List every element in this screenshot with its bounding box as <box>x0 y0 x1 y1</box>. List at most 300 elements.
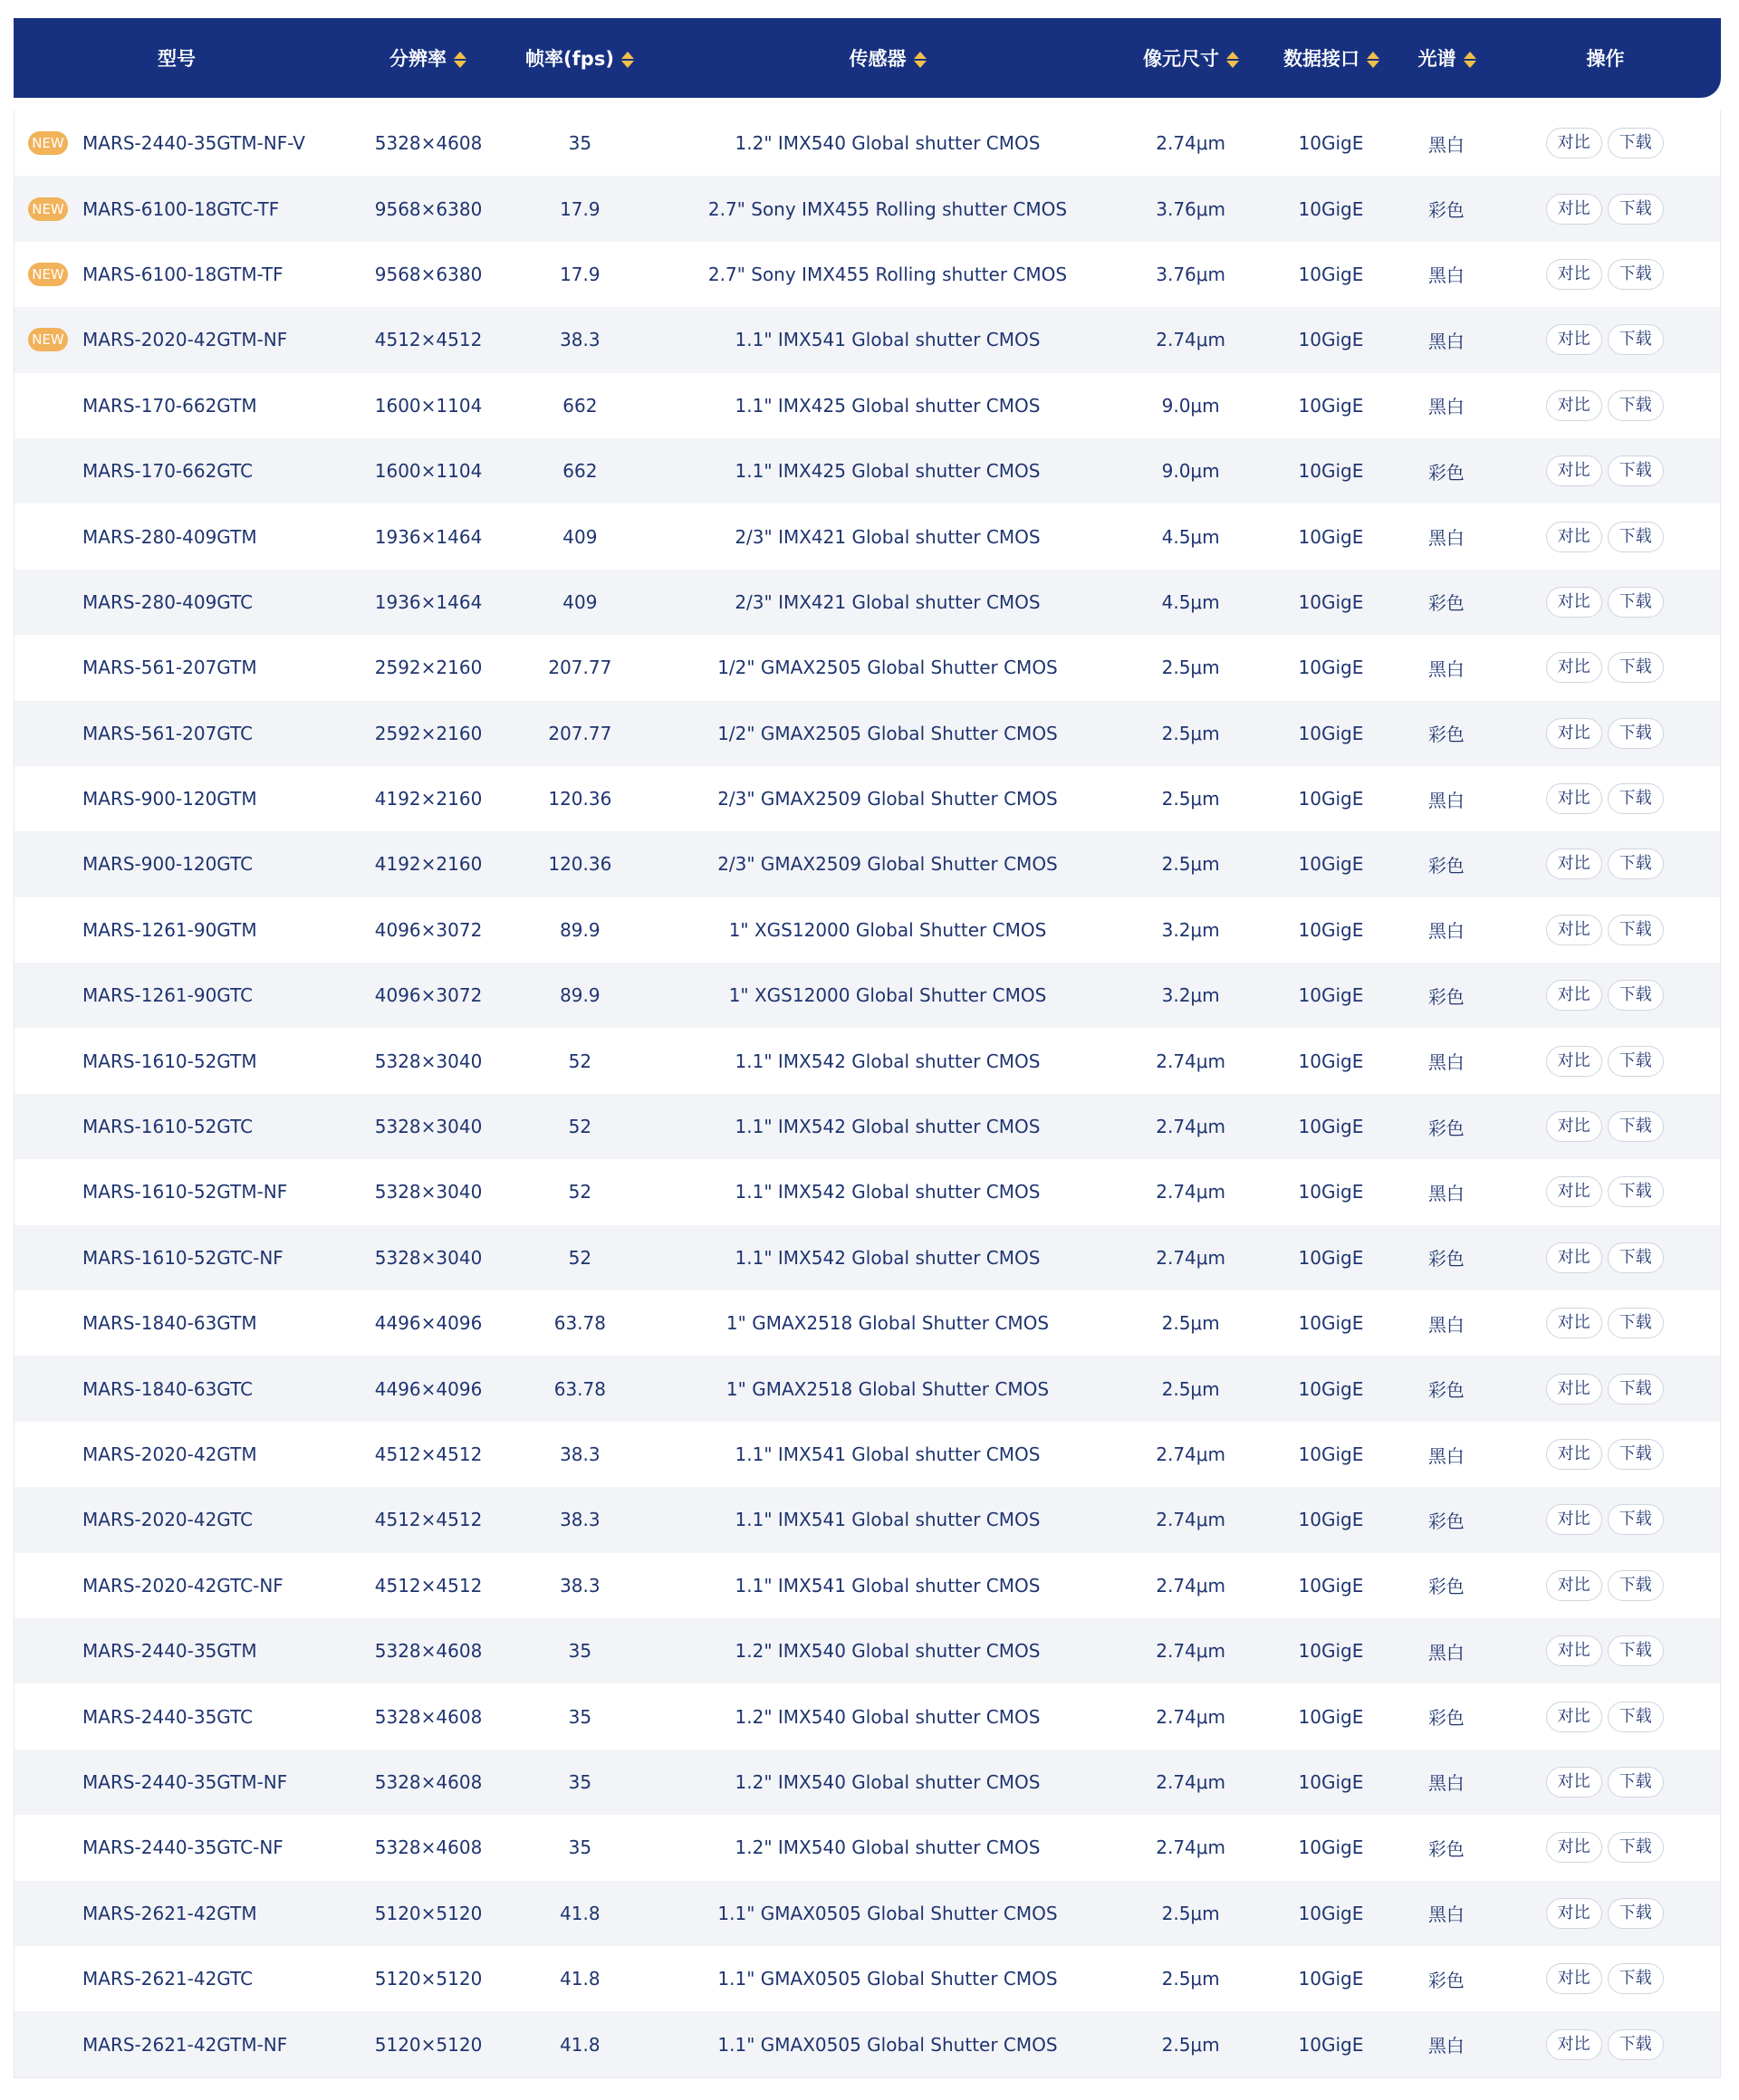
spectrum-cell: 彩色 <box>1427 1248 1465 1271</box>
interface-cell: 10GigE <box>1298 1770 1364 1793</box>
pixel-size-cell: 2.74μm <box>1156 1181 1225 1203</box>
model-name[interactable]: MARS-2440-35GTC-NF <box>82 1836 283 1859</box>
model-name[interactable]: MARS-900-120GTM <box>82 788 257 810</box>
interface-cell: 10GigE <box>1298 394 1364 417</box>
interface-cell: 10GigE <box>1298 788 1364 810</box>
header-interface-label: 数据接口 <box>1283 48 1359 70</box>
resolution-cell: 4096×3072 <box>374 984 483 1007</box>
interface-cell: 10GigE <box>1298 197 1364 220</box>
download-button[interactable]: 下载 <box>1608 1242 1664 1273</box>
model-cell[interactable] <box>14 131 350 155</box>
download-button[interactable]: 下载 <box>1608 1702 1664 1732</box>
table-row <box>14 1290 1720 1356</box>
interface-cell: 10GigE <box>1298 1968 1364 1990</box>
compare-button[interactable]: 对比 <box>1546 1963 1602 1994</box>
model-cell[interactable] <box>14 1706 350 1728</box>
interface-cell: 10GigE <box>1298 1705 1364 1728</box>
model-name[interactable]: MARS-1261-90GTM <box>82 918 257 941</box>
header-ops-label: 操作 <box>1586 48 1625 70</box>
table-row <box>14 1618 1720 1683</box>
model-name[interactable]: MARS-280-409GTC <box>82 590 254 613</box>
spectrum-cell: 彩色 <box>1427 1837 1465 1860</box>
spectrum-cell: 彩色 <box>1427 985 1465 1008</box>
model-cell[interactable] <box>14 328 350 351</box>
model-name[interactable]: MARS-561-207GTM <box>82 657 257 679</box>
spectrum-cell: 彩色 <box>1427 1379 1465 1402</box>
header-model-label: 型号 <box>158 48 196 70</box>
pixel-size-cell: 4.5μm <box>1161 590 1220 613</box>
ops-cell <box>1489 1832 1720 1863</box>
pixel-size-cell: 2.74μm <box>1156 1509 1225 1531</box>
fps-cell: 120.36 <box>548 788 612 810</box>
model-name[interactable]: MARS-2440-35GTC <box>82 1705 254 1728</box>
resolution-cell: 1936×1464 <box>374 525 483 548</box>
resolution-cell: 1600×1104 <box>374 460 483 483</box>
model-cell[interactable] <box>14 1116 350 1137</box>
sensor-cell: 1" XGS12000 Global Shutter CMOS <box>728 918 1047 941</box>
download-button[interactable]: 下载 <box>1608 1898 1664 1929</box>
fps-cell: 41.8 <box>560 2033 600 2056</box>
spectrum-cell: 彩色 <box>1427 1510 1465 1532</box>
pixel-size-cell: 9.0μm <box>1161 460 1220 483</box>
download-button[interactable]: 下载 <box>1608 1832 1664 1863</box>
ops-cell <box>1489 915 1720 945</box>
model-name[interactable]: MARS-1610-52GTC <box>82 1116 254 1138</box>
interface-cell: 10GigE <box>1298 918 1364 941</box>
model-cell[interactable] <box>14 984 350 1006</box>
model-cell[interactable] <box>14 723 350 744</box>
compare-button[interactable]: 对比 <box>1546 1308 1602 1338</box>
sort-icon[interactable] <box>1367 51 1379 69</box>
interface-cell: 10GigE <box>1298 1836 1364 1859</box>
pixel-size-cell: 2.74μm <box>1156 329 1225 351</box>
pixel-size-cell: 2.74μm <box>1156 1574 1225 1597</box>
ops-cell <box>1489 128 1720 158</box>
ops-cell <box>1489 1046 1720 1077</box>
ops-cell <box>1489 194 1720 225</box>
pixel-size-cell: 2.5μm <box>1161 788 1220 810</box>
header-resolution[interactable] <box>349 44 507 72</box>
table-row <box>14 1225 1720 1290</box>
ops-cell <box>1489 324 1720 355</box>
table-row <box>14 1553 1720 1618</box>
sort-icon[interactable] <box>1226 51 1239 69</box>
download-button[interactable]: 下载 <box>1608 915 1664 945</box>
pixel-size-cell: 2.74μm <box>1156 1116 1225 1138</box>
sensor-cell: 1.1" IMX541 Global shutter CMOS <box>735 1443 1041 1465</box>
interface-cell: 10GigE <box>1298 657 1364 679</box>
sensor-cell: 2.7" Sony IMX455 Rolling shutter CMOS <box>707 197 1068 220</box>
sensor-cell: 1/2" GMAX2505 Global Shutter CMOS <box>717 657 1058 679</box>
compare-button[interactable]: 对比 <box>1546 1439 1602 1470</box>
model-name[interactable]: MARS-170-662GTM <box>82 394 257 417</box>
compare-button[interactable]: 对比 <box>1546 522 1602 552</box>
table-row <box>14 831 1720 897</box>
interface-cell: 10GigE <box>1298 1377 1364 1400</box>
model-cell[interactable] <box>14 1312 350 1334</box>
sensor-cell: 1.1" IMX542 Global shutter CMOS <box>735 1116 1041 1138</box>
model-name[interactable]: MARS-6100-18GTC-TF <box>82 197 280 220</box>
download-button[interactable]: 下载 <box>1608 1176 1664 1207</box>
model-cell[interactable] <box>14 1968 350 1990</box>
sensor-cell: 2/3" GMAX2509 Global Shutter CMOS <box>717 853 1058 876</box>
sensor-cell: 1.2" IMX540 Global shutter CMOS <box>735 1640 1041 1663</box>
fps-cell: 38.3 <box>560 329 600 351</box>
model-cell[interactable] <box>14 1378 350 1400</box>
download-button[interactable]: 下载 <box>1608 849 1664 879</box>
header-spectrum-label: 光谱 <box>1417 48 1456 70</box>
fps-cell: 89.9 <box>560 984 600 1007</box>
resolution-cell: 5120×5120 <box>374 1968 483 1990</box>
sort-icon[interactable] <box>454 51 466 69</box>
compare-button[interactable]: 对比 <box>1546 1176 1602 1207</box>
spectrum-cell: 黑白 <box>1427 1903 1465 1926</box>
resolution-cell: 4496×4096 <box>374 1312 483 1335</box>
model-cell[interactable] <box>14 1443 350 1465</box>
compare-button[interactable]: 对比 <box>1546 1374 1602 1405</box>
model-cell[interactable] <box>14 591 350 613</box>
compare-button[interactable]: 对比 <box>1546 1767 1602 1798</box>
spectrum-cell: 黑白 <box>1427 1051 1465 1074</box>
resolution-cell: 2592×2160 <box>374 657 483 679</box>
compare-button[interactable]: 对比 <box>1546 2029 1602 2060</box>
download-button[interactable]: 下载 <box>1608 522 1664 552</box>
model-cell[interactable] <box>14 1575 350 1597</box>
table-row <box>14 110 1720 176</box>
sensor-cell: 1.2" IMX540 Global shutter CMOS <box>735 1705 1041 1728</box>
model-name[interactable]: MARS-170-662GTC <box>82 460 254 483</box>
fps-cell: 35 <box>568 1705 592 1728</box>
sensor-cell: 1.1" GMAX0505 Global Shutter CMOS <box>717 1902 1058 1924</box>
ops-cell <box>1489 1176 1720 1207</box>
compare-button[interactable]: 对比 <box>1546 390 1602 421</box>
model-cell[interactable] <box>14 1509 350 1530</box>
pixel-size-cell: 2.74μm <box>1156 1443 1225 1465</box>
sensor-cell: 1.1" GMAX0505 Global Shutter CMOS <box>717 1968 1058 1990</box>
compare-button[interactable]: 对比 <box>1546 324 1602 355</box>
download-button[interactable]: 下载 <box>1608 128 1664 158</box>
fps-cell: 35 <box>568 1836 592 1859</box>
compare-button[interactable]: 对比 <box>1546 718 1602 749</box>
spectrum-cell: 彩色 <box>1427 199 1465 222</box>
sensor-cell: 1.1" IMX542 Global shutter CMOS <box>735 1246 1041 1269</box>
model-cell[interactable] <box>14 1903 350 1924</box>
sensor-cell: 1.1" IMX425 Global shutter CMOS <box>735 460 1041 483</box>
model-name[interactable]: MARS-280-409GTM <box>82 525 257 548</box>
model-cell[interactable] <box>14 788 350 810</box>
resolution-cell: 5328×4608 <box>374 1640 483 1663</box>
download-button[interactable]: 下载 <box>1608 259 1664 290</box>
spectrum-cell: 黑白 <box>1427 1444 1465 1467</box>
download-button[interactable]: 下载 <box>1608 390 1664 421</box>
model-cell[interactable] <box>14 1771 350 1793</box>
header-interface[interactable] <box>1259 44 1404 72</box>
interface-cell: 10GigE <box>1298 263 1364 285</box>
download-button[interactable]: 下载 <box>1608 1767 1664 1798</box>
model-name[interactable]: MARS-1610-52GTC-NF <box>82 1246 283 1269</box>
fps-cell: 662 <box>562 394 598 417</box>
table-row <box>14 1487 1720 1552</box>
sensor-cell: 1.1" IMX425 Global shutter CMOS <box>735 394 1041 417</box>
resolution-cell: 4512×4512 <box>374 1574 483 1597</box>
compare-button[interactable]: 对比 <box>1546 980 1602 1011</box>
download-button[interactable]: 下载 <box>1608 1963 1664 1994</box>
sensor-cell: 1.1" IMX541 Global shutter CMOS <box>735 1574 1041 1597</box>
resolution-cell: 4096×3072 <box>374 918 483 941</box>
sort-icon[interactable] <box>914 51 927 69</box>
download-button[interactable]: 下载 <box>1608 194 1664 225</box>
download-button[interactable]: 下载 <box>1608 1635 1664 1666</box>
model-name[interactable]: MARS-1261-90GTC <box>82 984 254 1007</box>
model-name[interactable]: MARS-2621-42GTC <box>82 1968 254 1990</box>
sensor-cell: 1" GMAX2518 Global Shutter CMOS <box>725 1312 1050 1335</box>
ops-cell <box>1489 1308 1720 1338</box>
download-button[interactable]: 下载 <box>1608 1439 1664 1470</box>
interface-cell: 10GigE <box>1298 1640 1364 1663</box>
fps-cell: 52 <box>568 1116 592 1138</box>
resolution-cell: 4512×4512 <box>374 1443 483 1465</box>
table-row <box>14 373 1720 438</box>
sort-icon[interactable] <box>1464 51 1476 69</box>
resolution-cell: 5328×4608 <box>374 1836 483 1859</box>
fps-cell: 38.3 <box>560 1574 600 1597</box>
header-sensor[interactable] <box>652 44 1123 72</box>
interface-cell: 10GigE <box>1298 1116 1364 1138</box>
compare-button[interactable]: 对比 <box>1546 1046 1602 1077</box>
resolution-cell: 5328×3040 <box>374 1050 483 1072</box>
header-fps-label: 帧率(fps) <box>525 48 614 70</box>
model-cell[interactable] <box>14 460 350 482</box>
spectrum-cell: 黑白 <box>1427 1772 1465 1795</box>
table-row <box>14 1946 1720 2011</box>
model-cell[interactable] <box>14 853 350 875</box>
table-row <box>14 1094 1720 1159</box>
spectrum-cell: 黑白 <box>1427 2035 1465 2057</box>
interface-cell: 10GigE <box>1298 1246 1364 1269</box>
model-cell[interactable] <box>14 197 350 221</box>
spectrum-cell: 黑白 <box>1427 789 1465 811</box>
sensor-cell: 1.1" IMX542 Global shutter CMOS <box>735 1050 1041 1072</box>
ops-cell <box>1489 1898 1720 1929</box>
model-name[interactable]: MARS-1610-52GTM <box>82 1050 257 1072</box>
model-cell[interactable] <box>14 1247 350 1269</box>
table-row <box>14 1683 1720 1749</box>
table-row <box>14 503 1720 569</box>
resolution-cell: 9568×6380 <box>374 197 483 220</box>
download-button[interactable]: 下载 <box>1608 1111 1664 1142</box>
ops-cell <box>1489 849 1720 879</box>
pixel-size-cell: 2.74μm <box>1156 132 1225 155</box>
sensor-cell: 1.2" IMX540 Global shutter CMOS <box>735 1836 1041 1859</box>
model-name[interactable]: MARS-6100-18GTM-TF <box>82 263 283 285</box>
model-cell[interactable] <box>14 1181 350 1203</box>
model-name[interactable]: MARS-1610-52GTM-NF <box>82 1181 288 1203</box>
ops-cell <box>1489 1504 1720 1535</box>
header-pixel[interactable] <box>1123 44 1259 72</box>
fps-cell: 662 <box>562 460 598 483</box>
sensor-cell: 1.2" IMX540 Global shutter CMOS <box>735 1770 1041 1793</box>
sort-icon[interactable] <box>621 51 634 69</box>
ops-cell <box>1489 1111 1720 1142</box>
header-spectrum[interactable] <box>1404 44 1490 72</box>
table-row <box>14 1815 1720 1880</box>
ops-cell <box>1489 783 1720 814</box>
pixel-size-cell: 2.74μm <box>1156 1050 1225 1072</box>
compare-button[interactable]: 对比 <box>1546 915 1602 945</box>
compare-button[interactable]: 对比 <box>1546 194 1602 225</box>
ops-cell <box>1489 1570 1720 1601</box>
fps-cell: 207.77 <box>548 722 612 744</box>
interface-cell: 10GigE <box>1298 722 1364 744</box>
fps-cell: 38.3 <box>560 1443 600 1465</box>
pixel-size-cell: 2.5μm <box>1161 1968 1220 1990</box>
compare-button[interactable]: 对比 <box>1546 1635 1602 1666</box>
table-row <box>14 242 1720 307</box>
model-cell[interactable] <box>14 919 350 941</box>
download-button[interactable]: 下载 <box>1608 718 1664 749</box>
pixel-size-cell: 2.5μm <box>1161 1902 1220 1924</box>
interface-cell: 10GigE <box>1298 525 1364 548</box>
pixel-size-cell: 2.5μm <box>1161 657 1220 679</box>
ops-cell <box>1489 652 1720 683</box>
model-name[interactable]: MARS-2621-42GTM <box>82 1902 257 1924</box>
model-name[interactable]: MARS-900-120GTC <box>82 853 254 876</box>
compare-button[interactable]: 对比 <box>1546 849 1602 879</box>
download-button[interactable]: 下载 <box>1608 1570 1664 1601</box>
fps-cell: 63.78 <box>553 1377 606 1400</box>
pixel-size-cell: 2.74μm <box>1156 1640 1225 1663</box>
table-row <box>14 307 1720 372</box>
spectrum-cell: 彩色 <box>1427 1707 1465 1730</box>
model-name[interactable]: MARS-561-207GTC <box>82 722 254 744</box>
ops-cell <box>1489 980 1720 1011</box>
compare-button[interactable]: 对比 <box>1546 1832 1602 1863</box>
resolution-cell: 4192×2160 <box>374 788 483 810</box>
sensor-cell: 1/2" GMAX2505 Global Shutter CMOS <box>717 722 1058 744</box>
model-name[interactable]: MARS-2440-35GTM-NF <box>82 1770 288 1793</box>
interface-cell: 10GigE <box>1298 1509 1364 1531</box>
pixel-size-cell: 4.5μm <box>1161 525 1220 548</box>
fps-cell: 17.9 <box>560 263 600 285</box>
header-ops <box>1490 44 1721 72</box>
sensor-cell: 1.1" GMAX0505 Global Shutter CMOS <box>717 2033 1058 2056</box>
table-header <box>14 18 1721 98</box>
resolution-cell: 5328×4608 <box>374 1705 483 1728</box>
download-button[interactable]: 下载 <box>1608 2029 1664 2060</box>
compare-button[interactable]: 对比 <box>1546 1898 1602 1929</box>
interface-cell: 10GigE <box>1298 984 1364 1007</box>
model-cell[interactable] <box>14 1050 350 1072</box>
new-badge: NEW <box>28 197 68 221</box>
table-row <box>14 1028 1720 1093</box>
compare-button[interactable]: 对比 <box>1546 652 1602 683</box>
model-cell[interactable] <box>14 1640 350 1662</box>
pixel-size-cell: 2.5μm <box>1161 1312 1220 1335</box>
table-row <box>14 701 1720 766</box>
download-button[interactable]: 下载 <box>1608 652 1664 683</box>
download-button[interactable]: 下载 <box>1608 455 1664 486</box>
model-name[interactable]: MARS-2020-42GTM <box>82 1443 257 1465</box>
model-cell[interactable] <box>14 2034 350 2056</box>
model-cell[interactable] <box>14 1836 350 1858</box>
interface-cell: 10GigE <box>1298 1312 1364 1335</box>
resolution-cell: 4512×4512 <box>374 329 483 351</box>
fps-cell: 52 <box>568 1246 592 1269</box>
fps-cell: 207.77 <box>548 657 612 679</box>
compare-button[interactable]: 对比 <box>1546 1570 1602 1601</box>
compare-button[interactable]: 对比 <box>1546 1242 1602 1273</box>
table-row <box>14 570 1720 635</box>
compare-button[interactable]: 对比 <box>1546 455 1602 486</box>
resolution-cell: 5120×5120 <box>374 1902 483 1924</box>
download-button[interactable]: 下载 <box>1608 980 1664 1011</box>
compare-button[interactable]: 对比 <box>1546 1111 1602 1142</box>
spectrum-cell: 彩色 <box>1427 1117 1465 1139</box>
ops-cell <box>1489 587 1720 618</box>
sensor-cell: 2.7" Sony IMX455 Rolling shutter CMOS <box>707 263 1068 285</box>
download-button[interactable]: 下载 <box>1608 1308 1664 1338</box>
download-button[interactable]: 下载 <box>1608 1504 1664 1535</box>
model-name[interactable]: MARS-1840-63GTC <box>82 1377 254 1400</box>
ops-cell <box>1489 455 1720 486</box>
model-cell[interactable] <box>14 263 350 286</box>
spectrum-cell: 黑白 <box>1427 1313 1465 1336</box>
table-row <box>14 1750 1720 1815</box>
ops-cell <box>1489 718 1720 749</box>
model-name[interactable]: MARS-2020-42GTM-NF <box>82 329 288 351</box>
download-button[interactable]: 下载 <box>1608 783 1664 814</box>
interface-cell: 10GigE <box>1298 590 1364 613</box>
ops-cell <box>1489 1963 1720 1994</box>
table-row <box>14 897 1720 963</box>
table-row <box>14 963 1720 1028</box>
table-row <box>14 1356 1720 1421</box>
pixel-size-cell: 3.76μm <box>1156 263 1225 285</box>
model-name[interactable]: MARS-2020-42GTC <box>82 1509 254 1531</box>
download-button[interactable]: 下载 <box>1608 324 1664 355</box>
model-name[interactable]: MARS-1840-63GTM <box>82 1312 257 1335</box>
compare-button[interactable]: 对比 <box>1546 1504 1602 1535</box>
fps-cell: 41.8 <box>560 1968 600 1990</box>
header-fps[interactable] <box>507 44 652 72</box>
compare-button[interactable]: 对比 <box>1546 587 1602 618</box>
interface-cell: 10GigE <box>1298 1050 1364 1072</box>
download-button[interactable]: 下载 <box>1608 587 1664 618</box>
pixel-size-cell: 2.5μm <box>1161 1377 1220 1400</box>
compare-button[interactable]: 对比 <box>1546 783 1602 814</box>
model-cell[interactable] <box>14 657 350 678</box>
fps-cell: 89.9 <box>560 918 600 941</box>
download-button[interactable]: 下载 <box>1608 1046 1664 1077</box>
compare-button[interactable]: 对比 <box>1546 128 1602 158</box>
sensor-cell: 1.1" IMX541 Global shutter CMOS <box>735 1509 1041 1531</box>
download-button[interactable]: 下载 <box>1608 1374 1664 1405</box>
model-name[interactable]: MARS-2440-35GTM <box>82 1640 257 1663</box>
model-name[interactable]: MARS-2440-35GTM-NF-V <box>82 132 305 155</box>
resolution-cell: 9568×6380 <box>374 263 483 285</box>
compare-button[interactable]: 对比 <box>1546 259 1602 290</box>
pixel-size-cell: 2.74μm <box>1156 1770 1225 1793</box>
compare-button[interactable]: 对比 <box>1546 1702 1602 1732</box>
model-cell[interactable] <box>14 526 350 548</box>
model-cell[interactable] <box>14 395 350 417</box>
resolution-cell: 5120×5120 <box>374 2033 483 2056</box>
new-badge: NEW <box>28 263 68 286</box>
model-name[interactable]: MARS-2621-42GTM-NF <box>82 2033 288 2056</box>
model-name[interactable]: MARS-2020-42GTC-NF <box>82 1574 283 1597</box>
ops-cell <box>1489 2029 1720 2060</box>
fps-cell: 35 <box>568 1640 592 1663</box>
